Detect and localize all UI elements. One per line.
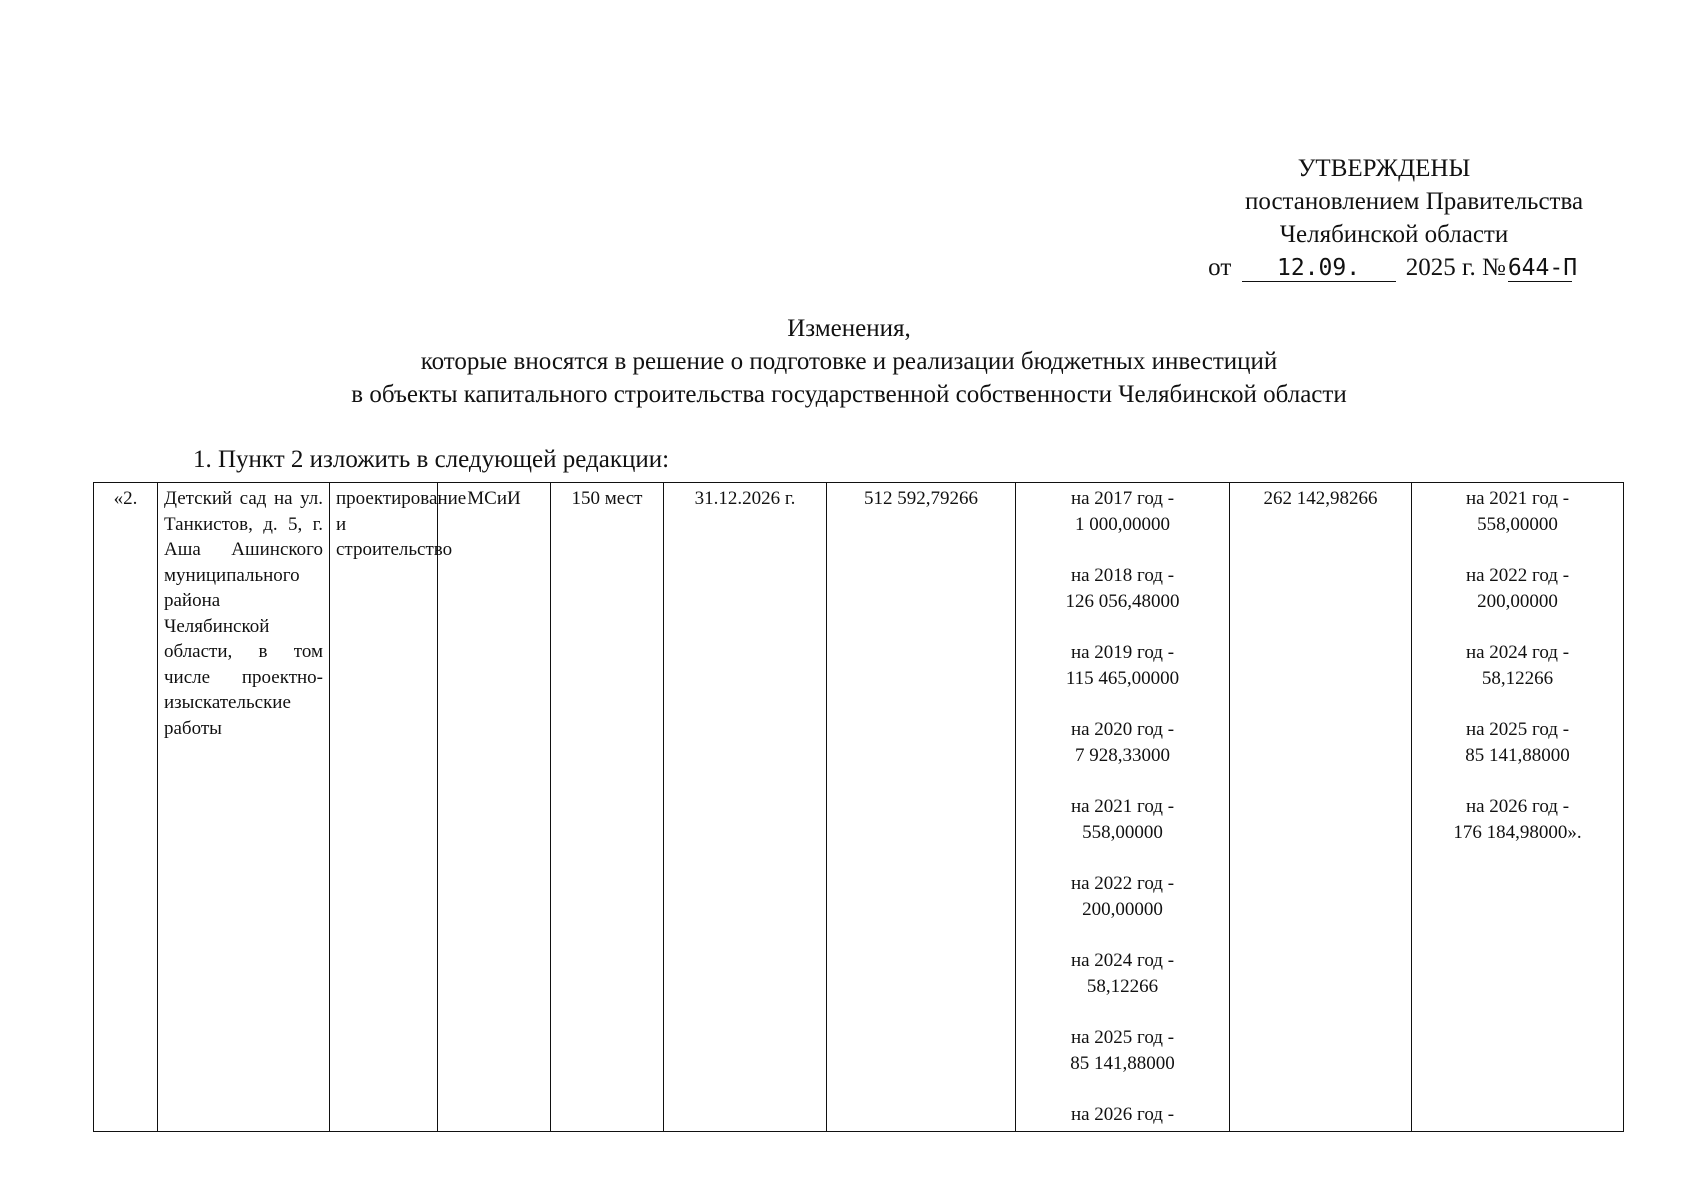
cell-object-name: Детский сад на ул. Танкистов, д. 5, г. Аша Ашинского муниципального района Челябинской области, в том числе проектно-изыскательские работы [158, 483, 330, 1132]
allocation-amount: 115 465,00000 [1065, 667, 1180, 689]
allocation-entry [1022, 486, 1223, 537]
allocation-amount: 558,00000 [1477, 513, 1558, 535]
allocation-entry [1022, 1102, 1223, 1128]
allocation-amount: 7 928,33000 [1075, 744, 1170, 766]
regional-allocation-entry [1418, 717, 1617, 768]
allocation-amount: 126 056,48000 [1065, 590, 1180, 612]
allocation-year: на 2026 год - [1465, 796, 1570, 817]
allocation-year: на 2022 год - [1465, 565, 1570, 586]
regional-allocation-entry [1418, 563, 1617, 614]
approval-region-line: Челябинской области [1279, 221, 1509, 248]
allocation-amount: 176 184,98000». [1453, 821, 1582, 843]
cell-number: «2. [94, 483, 158, 1132]
allocation-year: на 2017 год - [1070, 488, 1175, 509]
allocation-amount: 200,00000 [1477, 590, 1558, 612]
allocation-year: на 2019 год - [1070, 642, 1175, 663]
regional-allocation-entry [1418, 486, 1617, 537]
allocation-amount: 85 141,88000 [1465, 744, 1570, 766]
approval-number-field: 644-П [1507, 255, 1578, 281]
cell-regional-total: 262 142,98266 [1230, 483, 1412, 1132]
allocation-year: на 2018 год - [1070, 565, 1175, 586]
allocation-amount: 58,12266 [1086, 975, 1159, 997]
regional-allocation-entry [1418, 640, 1617, 691]
allocation-entry [1022, 1025, 1223, 1076]
allocation-year: на 2026 год - [1070, 1104, 1175, 1125]
allocation-year: на 2025 год - [1465, 719, 1570, 740]
document-title [0, 312, 1698, 411]
allocation-year: на 2024 год - [1070, 950, 1175, 971]
cell-customer: МСиИ [438, 483, 551, 1132]
allocation-entry [1022, 948, 1223, 999]
allocation-amount: 558,00000 [1082, 821, 1163, 843]
title-line-1: Изменения, [787, 315, 911, 342]
investment-table [93, 482, 1624, 1132]
approval-resolution-line: постановлением Правительства [1244, 188, 1584, 215]
allocation-year: на 2021 год - [1070, 796, 1175, 817]
approval-block [1174, 152, 1594, 284]
regional-allocation-entry [1418, 794, 1617, 845]
date-prefix: от [1208, 254, 1232, 281]
allocation-year: на 2024 год - [1465, 642, 1570, 663]
approval-heading: УТВЕРЖДЕНЫ [1297, 155, 1471, 182]
cell-regional-allocations [1412, 483, 1624, 1132]
allocation-entry [1022, 794, 1223, 845]
allocation-amount: 85 141,88000 [1070, 1052, 1175, 1074]
table-row [94, 483, 1624, 1132]
cell-work-type: проектирование и строительство [330, 483, 438, 1132]
approval-date-line [1180, 251, 1600, 284]
cell-capacity: 150 мест [551, 483, 664, 1132]
cell-total-cost: 512 592,79266 [827, 483, 1016, 1132]
allocation-entry [1022, 640, 1223, 691]
allocation-year: на 2021 год - [1465, 488, 1570, 509]
allocation-amount: 1 000,00000 [1075, 513, 1170, 535]
item-paragraph: 1. Пункт 2 изложить в следующей редакции: [193, 446, 670, 473]
allocation-year: на 2022 год - [1070, 873, 1175, 894]
title-line-2: которые вносятся в решение о подготовке и реализации бюджетных инвестиций [420, 348, 1278, 375]
allocation-amount: 58,12266 [1481, 667, 1554, 689]
allocation-year: на 2020 год - [1070, 719, 1175, 740]
allocation-amount: 200,00000 [1082, 898, 1163, 920]
allocation-entry [1022, 563, 1223, 614]
approval-date-field: 12.09. [1242, 255, 1396, 282]
cell-deadline: 31.12.2026 г. [664, 483, 827, 1132]
allocation-entry [1022, 871, 1223, 922]
title-line-3: в объекты капитального строительства государственной собственности Челябинской области [351, 381, 1347, 408]
allocation-entry [1022, 717, 1223, 768]
year-text: 2025 г. № [1405, 254, 1506, 281]
allocation-year: на 2025 год - [1070, 1027, 1175, 1048]
cell-allocations [1016, 483, 1230, 1132]
